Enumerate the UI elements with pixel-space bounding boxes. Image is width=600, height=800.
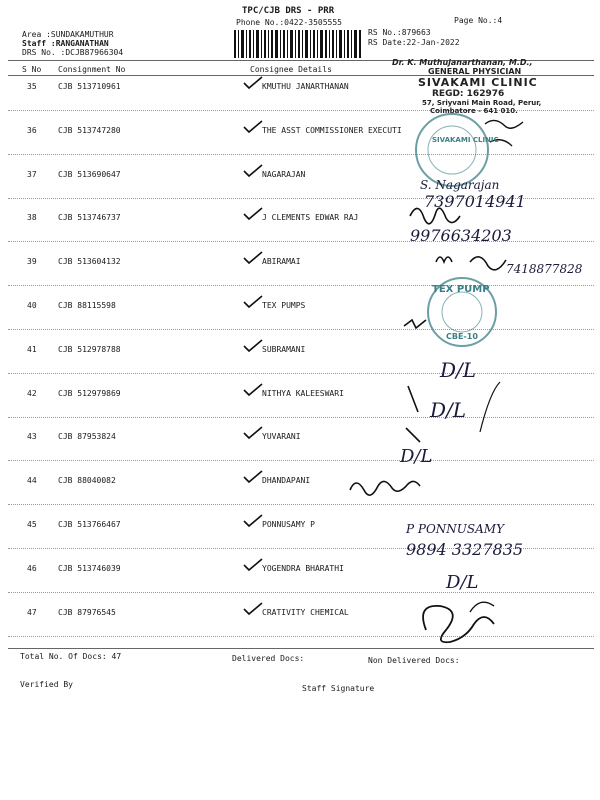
row-sno: 42 <box>27 388 37 398</box>
row-sno: 38 <box>27 213 37 223</box>
row-sno: 47 <box>27 607 37 617</box>
row-consignee-name: PONNUSAMY P <box>262 520 315 529</box>
row-consignment-no: CJB 512978788 <box>58 344 121 354</box>
row-consignment-no: CJB 513690647 <box>58 169 121 179</box>
row-sno: 44 <box>27 476 37 486</box>
row-consignment-no: CJB 513766467 <box>58 520 121 529</box>
handwritten-dl-row42: D/L <box>430 398 467 422</box>
row-consignee-name: THE ASST COMMISSIONER EXECUTI <box>262 125 402 135</box>
row-consignment-no: CJB 513746737 <box>58 213 121 223</box>
row-sno: 46 <box>27 563 37 573</box>
staff-label: Staff :RANGANATHAN <box>22 39 109 48</box>
row-consignee-name: J CLEMENTS EDWAR RAJ <box>262 213 359 223</box>
row-sno: 41 <box>27 344 37 354</box>
row-consignee-name: ABIRAMAI <box>262 257 301 267</box>
row-consignment-no: CJB 513604132 <box>58 257 121 267</box>
signature-row47 <box>423 606 494 642</box>
row-consignment-no: CJB 87953824 <box>58 432 116 442</box>
row-sno: 39 <box>27 257 37 267</box>
handwritten-phone-row45: 9894 3327835 <box>406 540 524 559</box>
row-consignee-name: NITHYA KALEESWARI <box>262 388 344 398</box>
handwritten-phone-row39: 7418877828 <box>506 262 583 276</box>
round-seal-clinic <box>416 114 488 186</box>
delivered-docs: Delivered Docs: <box>232 654 305 663</box>
tex-pump-seal-sub: CBE-10 <box>446 332 478 341</box>
clinic-stamp-doctor: Dr. K. Muthujanarthanan, M.D., <box>392 58 533 67</box>
clinic-stamp-regd: REGD: 162976 <box>432 89 505 99</box>
row-sno: 36 <box>27 125 37 135</box>
row-sno: 43 <box>27 432 37 442</box>
handwritten-name-row37: S. Nagarajan <box>420 178 500 192</box>
row-consignment-no: CJB 512979869 <box>58 388 121 398</box>
row-consignment-no: CJB 513710961 <box>58 82 121 91</box>
row-consignee-name: SUBRAMANI <box>262 344 306 354</box>
row-consignee-name: KMUTHU JANARTHANAN <box>262 82 349 91</box>
column-consignment: Consignment No <box>58 65 126 74</box>
handwritten-dl-row41: D/L <box>440 358 477 382</box>
row-sno: 45 <box>27 520 37 529</box>
row-consignment-no: CJB 88040082 <box>58 476 116 486</box>
clinic-stamp-name: SIVAKAMI CLINIC <box>418 76 538 89</box>
handwritten-phone-row38: 9976634203 <box>410 226 512 245</box>
clinic-stamp-role: GENERAL PHYSICIAN <box>428 67 522 76</box>
verified-by: Verified By <box>20 680 73 689</box>
handwritten-dl-row46: D/L <box>446 572 479 593</box>
area-label: Area :SUNDAKAMUTHUR <box>22 30 114 39</box>
row-consignment-no: CJB 88115598 <box>58 301 116 310</box>
handwritten-name-row45: P PONNUSAMY <box>406 522 505 536</box>
phone-number: Phone No.:0422-3505555 <box>236 18 342 27</box>
column-consignee: Consignee Details <box>250 65 332 74</box>
row-sno: 40 <box>27 301 37 310</box>
rs-date: RS Date:22-Jan-2022 <box>368 38 460 47</box>
total-docs: Total No. Of Docs: 47 <box>20 652 122 661</box>
handwritten-phone-row37: 7397014941 <box>424 192 526 211</box>
signature-row44 <box>350 481 420 495</box>
row-sno: 37 <box>27 169 37 179</box>
document-title: TPC/CJB DRS - PRR <box>242 6 335 16</box>
column-sno: S No <box>22 65 42 74</box>
row-consignee-name: YOGENDRA BHARATHI <box>262 563 344 573</box>
row-consignment-no: CJB 513747280 <box>58 125 121 135</box>
clinic-stamp-address: 57, Sriyvani Main Road, Perur, <box>422 99 542 107</box>
drs-number: DRS No. :DCJB87966304 <box>22 48 124 57</box>
clinic-stamp-city: Coimbatore - 641 010. <box>430 107 518 115</box>
row-consignment-no: CJB 513746039 <box>58 563 121 573</box>
row-sno: 35 <box>27 82 37 91</box>
page-number: Page No.:4 <box>454 16 503 25</box>
signature-row39 <box>436 257 506 270</box>
row-consignee-name: TEX PUMPS <box>262 301 306 310</box>
row-consignment-no: CJB 87976545 <box>58 607 116 617</box>
signature-row40 <box>404 320 426 328</box>
row-consignee-name: YUVARANI <box>262 432 301 442</box>
row-consignee-name: CRATIVITY CHEMICAL <box>262 607 349 617</box>
handwritten-dl-row43: D/L <box>400 446 433 467</box>
rs-number: RS No.:879663 <box>368 28 431 37</box>
tex-pump-seal-title: TEX PUMP <box>432 284 490 295</box>
non-delivered-docs: Non Delivered Docs: <box>368 656 460 665</box>
round-seal-clinic-label: SIVAKAMI CLINIC <box>432 136 499 144</box>
row-consignee-name: DHANDAPANI <box>262 476 311 486</box>
staff-signature-label: Staff Signature <box>302 684 375 693</box>
row-consignee-name: NAGARAJAN <box>262 169 306 179</box>
